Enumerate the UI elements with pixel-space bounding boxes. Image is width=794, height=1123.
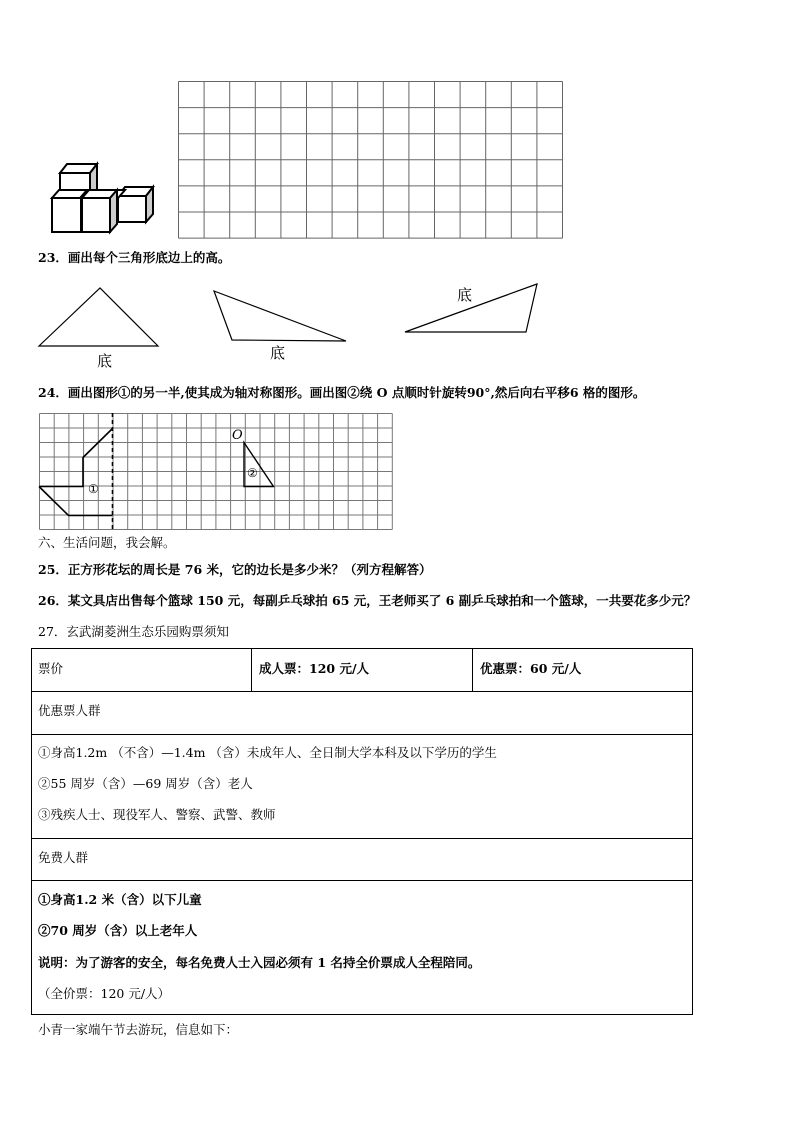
- discount-item: ①身高1.2m （不含）—1.4m （含）未成年人、全日制大学本科及以下学历的学生: [38, 745, 497, 760]
- point-o-label: O: [232, 428, 243, 443]
- section-heading: 六、生活问题，我会解。: [38, 535, 176, 550]
- triangle-1: [39, 288, 158, 346]
- base-label-1: 底: [97, 352, 113, 370]
- question-25: 25．正方形花坛的周长是 76 米，它的边长是多少米？（列方程解答）: [38, 562, 432, 577]
- adult-ticket: 成人票：120 元/人: [259, 661, 370, 676]
- shape-2-label: ②: [247, 466, 258, 480]
- question-27: 27．玄武湖菱洲生态乐园购票须知: [38, 624, 229, 639]
- free-group-heading: 免费人群: [38, 850, 89, 865]
- question-26: 26．某文具店出售每个篮球 150 元，每副乒乓球拍 65 元，王老师买了 6 副乒乓球拍和一个篮球，一共要花多少元？: [38, 593, 697, 608]
- triangle-2: [214, 291, 346, 341]
- question-23: 23．画出每个三角形底边上的高。: [38, 250, 231, 265]
- info-intro: 小青一家端午节去游玩，信息如下：: [38, 1022, 239, 1037]
- free-item: ②70 周岁（含）以上老年人: [38, 923, 198, 938]
- shape-1-label: ①: [88, 482, 99, 496]
- base-label-3: 底: [457, 286, 473, 304]
- drawing-grid-top: [179, 82, 563, 239]
- price-label: 票价: [38, 661, 64, 676]
- drawing-grid-q24: [40, 414, 393, 530]
- full-price-note: （全价票：120 元/人）: [38, 986, 171, 1001]
- discount-item: ②55 周岁（含）—69 周岁（含）老人: [38, 776, 253, 791]
- discount-group-heading: 优惠票人群: [38, 703, 101, 718]
- discount-item: ③残疾人士、现役军人、警察、武警、教师: [38, 807, 276, 822]
- cube-stack-figure: [52, 164, 153, 232]
- discount-ticket: 优惠票：60 元/人: [480, 661, 582, 676]
- question-24: 24．画出图形①的另一半,使其成为轴对称图形。画出图②绕 O 点顺时针旋转90°,然后向右平移6 格的图形。: [38, 385, 646, 400]
- base-label-2: 底: [270, 344, 286, 362]
- table-note: 说明：为了游客的安全，每名免费人士入园必须有 1 名持全价票成人全程陪同。: [38, 955, 481, 970]
- free-item: ①身高1.2 米（含）以下儿童: [38, 892, 202, 907]
